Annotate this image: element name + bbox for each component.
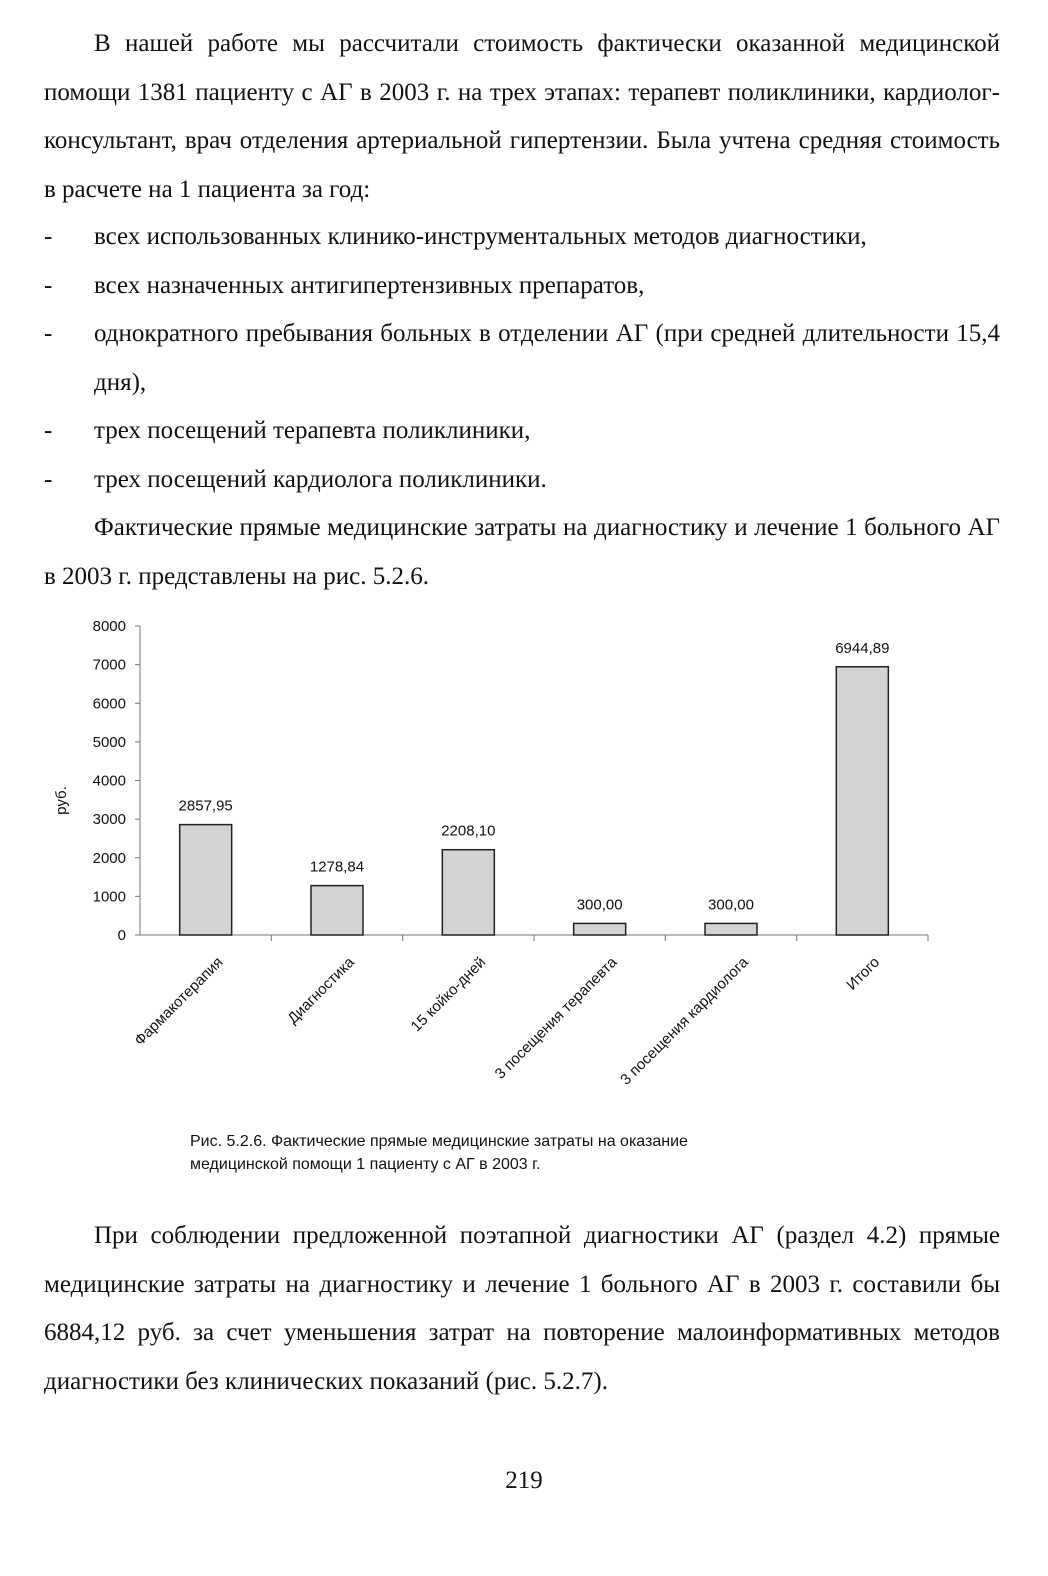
- bar: [180, 825, 232, 935]
- y-tick-label: 8000: [92, 618, 126, 635]
- list-marker: -: [44, 417, 53, 444]
- category-label: Диагностика: [284, 953, 358, 1028]
- y-tick-label: 6000: [92, 695, 126, 713]
- list-marker: -: [44, 271, 53, 299]
- page-number: 219: [505, 1467, 543, 1494]
- caption-line-2: медицинской помощи 1 пациенту с АГ в 2003 г.: [190, 1156, 541, 1173]
- data-label: 2857,95: [178, 797, 233, 815]
- list-item: [44, 407, 1000, 456]
- bar: [311, 886, 363, 935]
- y-tick-label: 2000: [92, 849, 126, 867]
- list-item-text: трех посещений терапевта поликлиники,: [94, 417, 531, 444]
- y-tick-label: 7000: [92, 656, 126, 674]
- data-label: 300,00: [708, 896, 754, 914]
- data-label: 6944,89: [835, 639, 890, 657]
- bar: [442, 850, 494, 935]
- y-tick-label: 5000: [92, 733, 126, 751]
- intro-paragraph: В нашей работе мы рассчитали стоимость фактически оказанной медицинской помощи 1381 пациенту с АГ в 2003 г. на трех этапах: терапевт поликлиники, кардиолог-консультант, врач отделения артериальной гипертензии. Была учтена средняя стоимость в расчете на 1 пациента за год:: [44, 30, 1000, 203]
- bar: [705, 923, 757, 935]
- list-item-text: однократного пребывания больных в отделении АГ (при средней длительности 15,4 дня),: [94, 320, 1000, 396]
- figure-lead-paragraph: Фактические прямые медицинские затраты на диагностику и лечение 1 больного АГ в 2003 г. представлены на рис. 5.2.6.: [44, 514, 1000, 590]
- data-label: 1278,84: [309, 858, 365, 876]
- list-item: [44, 310, 1000, 407]
- cost-items-list: [44, 213, 1000, 504]
- category-label: 3 посещения терапевта: [491, 953, 621, 1083]
- y-axis-label: руб.: [53, 786, 70, 815]
- list-marker: -: [44, 320, 53, 347]
- caption-line-1: Рис. 5.2.6. Фактические прямые медицинские затраты на оказание: [190, 1133, 688, 1150]
- figure-caption: [190, 1130, 830, 1176]
- y-tick-label: 0: [117, 927, 126, 944]
- closing-paragraph: При соблюдении предложенной поэтапной диагностики АГ (раздел 4.2) прямые медицинские затраты на диагностику и лечение 1 больного АГ в 2003 г. составили бы 6884,12 руб. за счет уменьшения затрат на повторение малоинформативных методов диагностики без клинических показаний (рис. 5.2.7).: [44, 1222, 1000, 1395]
- cost-bar-chart: [40, 612, 950, 1132]
- list-item-text: всех использованных клинико-инструментальных методов диагностики,: [94, 223, 867, 250]
- category-label: Итого: [843, 953, 884, 994]
- data-label: 2208,10: [441, 822, 496, 840]
- y-tick-label: 4000: [92, 772, 126, 790]
- y-tick-label: 3000: [92, 811, 126, 829]
- list-item: [44, 262, 1000, 311]
- category-label: 3 посещения кардиолога: [617, 953, 752, 1089]
- list-marker: -: [44, 465, 53, 493]
- category-label: Фармакотерапия: [131, 953, 227, 1050]
- category-label: 15 койко-дней: [407, 953, 490, 1036]
- bar: [836, 667, 888, 935]
- list-item: [44, 456, 1000, 505]
- list-item-text: всех назначенных антигипертензивных препаратов,: [94, 271, 645, 299]
- data-label: 300,00: [576, 896, 623, 914]
- list-item-text: трех посещений кардиолога поликлиники.: [94, 465, 547, 493]
- list-item: [44, 213, 1000, 262]
- bar: [574, 923, 626, 935]
- y-tick-label: 1000: [92, 888, 126, 906]
- list-marker: -: [44, 223, 53, 250]
